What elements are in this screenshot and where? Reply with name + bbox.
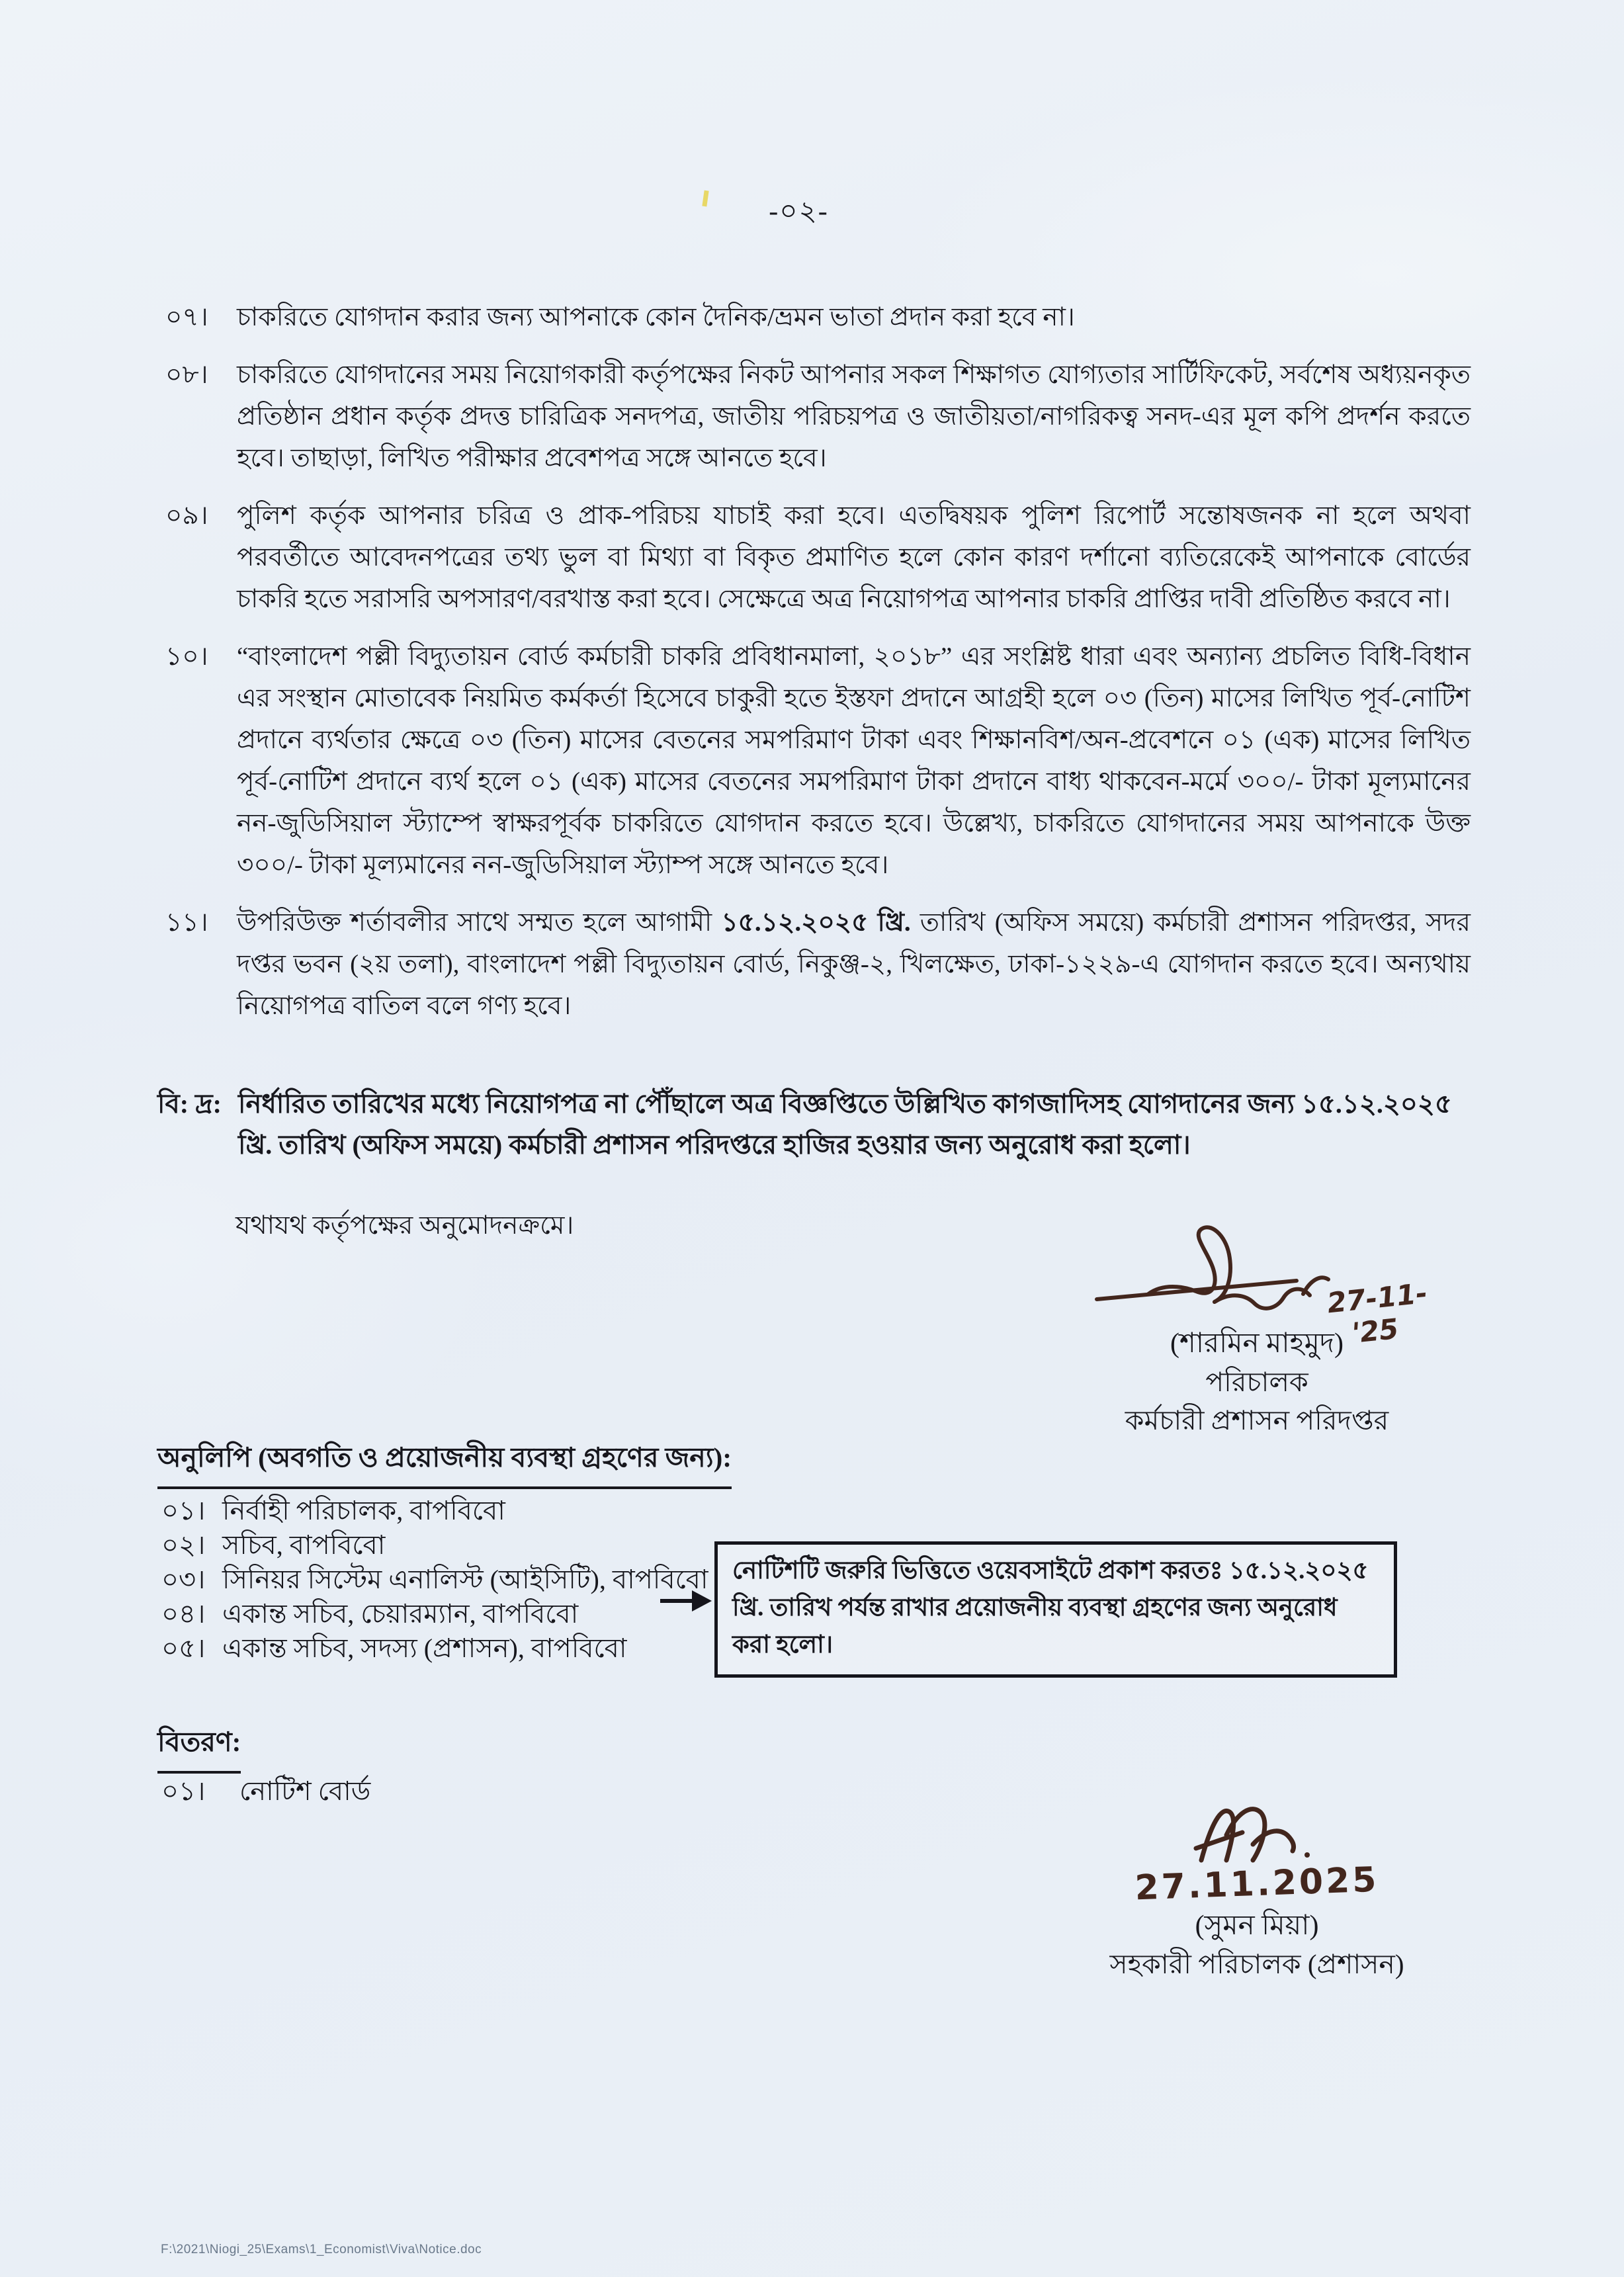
copy-text: নির্বাহী পরিচালক, বাপবিবো bbox=[222, 1496, 505, 1525]
signatory-name: (সুমন মিয়া) bbox=[1195, 1911, 1319, 1941]
copies-heading: অনুলিপি (অবগতি ও প্রয়োজনীয় ব্যবস্থা গ্রহণের জন্য): bbox=[157, 1437, 732, 1489]
copy-item bbox=[161, 1563, 708, 1597]
arrow-head bbox=[692, 1590, 712, 1611]
item-text-after: তারিখ (অফিস সময়ে) কর্মচারী প্রশাসন পরিদপ্তর, সদর দপ্তর ভবন (২য় তলা), বাংলাদেশ পল্লী বিদ্যুতায়ন বোর্ড, নিকুঞ্জ-২, খিলক্ষেত, ঢাকা-১২২৯-এ যোগদান করতে হবে। অন্যথায় নিয়োগপত্র বাতিল বলে গণ্য হবে। bbox=[237, 908, 1471, 1020]
distribution-number: ০১। bbox=[161, 1776, 206, 1806]
list-item bbox=[165, 495, 1471, 620]
approval-line: যথাযথ কর্তৃপক্ষের অনুমোদনক্রমে। bbox=[235, 1211, 574, 1240]
copy-item bbox=[161, 1597, 708, 1631]
copy-text: সচিব, বাপবিবো bbox=[222, 1530, 386, 1560]
copies-list bbox=[161, 1494, 708, 1666]
item-text: “বাংলাদেশ পল্লী বিদ্যুতায়ন বোর্ড কর্মচারী চাকরি প্রবিধানমালা, ২০১৮” এর সংশ্লিষ্ট ধারা এবং অন্যান্য প্রচলিত বিধি-বিধান এর সংস্থান মোতাবেক নিয়মিত কর্মকর্তা হিসেবে চাকুরী হতে ইস্তফা প্রদানে আগ্রহী হলে ০৩ (তিন) মাসের লিখিত পূর্ব-নোটিশ প্রদানে ব্যর্থতার ক্ষেত্রে ০৩ (তিন) মাসের বেতনের সমপরিমাণ টাকা এবং শিক্ষানবিশ/অন-প্রবেশনে ০১ (এক) মাসের লিখিত পূর্ব-নোটিশ প্রদানে ব্যর্থ হলে ০১ (এক) মাসের বেতনের সমপরিমাণ টাকা প্রদানে বাধ্য থাকবেন-মর্মে ৩০০/- টাকা মূল্যমানের নন-জুডিসিয়াল স্ট্যাম্পে স্বাক্ষরপূর্বক চাকরিতে যোগদান করতে হবে। উল্লেখ্য, চাকরিতে যোগদানের সময় আপনাকে উক্ত ৩০০/- টাকা মূল্যমানের নন-জুডিসিয়াল স্ট্যাম্প সঙ্গে আনতে হবে। bbox=[237, 642, 1471, 879]
page-number: -০২- bbox=[769, 196, 829, 227]
special-note bbox=[157, 1084, 1471, 1166]
item-text: পুলিশ কর্তৃক আপনার চরিত্র ও প্রাক-পরিচয় যাচাই করা হবে। এতদ্বিষয়ক পুলিশ রিপোর্ট সন্তোষজনক না হলে অথবা পরবর্তীতে আবেদনপত্রের তথ্য ভুল বা মিথ্যা বা বিকৃত প্রমাণিত হলে কোন কারণ দর্শানো ব্যতিরেকেই আপনাকে বোর্ডের চাকরি হতে সরাসরি অপসারণ/বরখাস্ত করা হবে। সেক্ষেত্রে অত্র নিয়োগপত্র আপনার চাকরি প্রাপ্তির দাবী প্রতিষ্ঠিত করবে না। bbox=[237, 501, 1471, 613]
special-note-text: নির্ধারিত তারিখের মধ্যে নিয়োগপত্র না পৌঁছালে অত্র বিজ্ঞপ্তিতে উল্লিখিত কাগজাদিসহ যোগদানের জন্য ১৫.১২.২০২৫ খ্রি. তারিখ (অফিস সময়ে) কর্মচারী প্রশাসন পরিদপ্তরে হাজির হওয়ার জন্য অনুরোধ করা হলো। bbox=[238, 1089, 1452, 1160]
distribution-item bbox=[161, 1770, 370, 1815]
numbered-conditions-list bbox=[165, 296, 1471, 1043]
copy-text: একান্ত সচিব, চেয়ারম্যান, বাপবিবো bbox=[222, 1599, 579, 1629]
distribution-text: নোটিশ বোর্ড bbox=[239, 1776, 371, 1806]
list-item bbox=[165, 636, 1471, 886]
item-number: ০৯। bbox=[165, 501, 208, 530]
item-text: চাকরিতে যোগদানের সময় নিয়োগকারী কর্তৃপক্ষের নিকট আপনার সকল শিক্ষাগত যোগ্যতার সার্টিফিকেট, সর্বশেষ অধ্যয়নকৃত প্রতিষ্ঠান প্রধান কর্তৃক প্রদত্ত চারিত্রিক সনদপত্র, জাতীয় পরিচয়পত্র ও জাতীয়তা/নাগরিকত্ব সনদ-এর মূল কপি প্রদর্শন করতে হবে। তাছাড়া, লিখিত পরীক্ষার প্রবেশপত্র সঙ্গে আনতে হবে। bbox=[237, 361, 1471, 472]
document-file-path: F:\2021\Niogi_25\Exams\1_Economist\Viva\Notice.doc bbox=[161, 2243, 482, 2256]
copy-number: ০১। bbox=[161, 1496, 206, 1525]
special-note-label: বি: দ্র: bbox=[157, 1089, 222, 1119]
item-number: ০৮। bbox=[165, 361, 208, 389]
signature-block-director bbox=[1072, 1216, 1442, 1439]
handwritten-date: 27.11.2025 bbox=[1134, 1860, 1380, 1909]
signatory-title: সহকারী পরিচালক (প্রশাসন) bbox=[1109, 1949, 1404, 1979]
distribution-heading: বিতরণ: bbox=[157, 1721, 241, 1774]
joining-date: ১৫.১২.২০২৫ খ্রি. bbox=[721, 908, 911, 937]
copy-text: সিনিয়র সিস্টেম এনালিস্ট (আইসিটি), বাপবিবো bbox=[222, 1565, 708, 1594]
signature-block-assistant-director bbox=[1072, 1794, 1442, 1983]
item-number: ০৭। bbox=[165, 303, 208, 331]
signatory-department: কর্মচারী প্রশাসন পরিদপ্তর bbox=[1125, 1405, 1389, 1436]
copy-item bbox=[161, 1528, 708, 1563]
signatory-title: পরিচালক bbox=[1205, 1367, 1308, 1397]
signatory-name: (শারমিন মাহমুদ) bbox=[1170, 1328, 1344, 1359]
arrow-shaft bbox=[660, 1599, 695, 1603]
item-number: ১০। bbox=[165, 642, 208, 671]
list-item bbox=[165, 296, 1471, 338]
copy-number: ০৫। bbox=[161, 1633, 206, 1663]
website-note-box: নোটিশটি জরুরি ভিত্তিতে ওয়েবসাইটে প্রকাশ করতঃ ১৫.১২.২০২৫ খ্রি. তারিখ পর্যন্ত রাখার প্রয়োজনীয় ব্যবস্থা গ্রহণের জন্য অনুরোধ করা হলো। bbox=[714, 1541, 1397, 1678]
handwritten-date: 27-11-'25 bbox=[1326, 1276, 1428, 1350]
copy-item bbox=[161, 1494, 708, 1528]
item-text-before: উপরিউক্ত শর্তাবলীর সাথে সম্মত হলে আগামী bbox=[237, 908, 722, 937]
copy-number: ০২। bbox=[161, 1530, 206, 1560]
item-text bbox=[237, 902, 1471, 1027]
copy-number: ০৩। bbox=[161, 1565, 206, 1594]
copy-text: একান্ত সচিব, সদস্য (প্রশাসন), বাপবিবো bbox=[222, 1633, 627, 1663]
item-number: ১১। bbox=[165, 908, 208, 937]
list-item bbox=[165, 902, 1471, 1027]
item-text: চাকরিতে যোগদান করার জন্য আপনাকে কোন দৈনিক/ভ্রমন ভাতা প্রদান করা হবে না। bbox=[237, 303, 1075, 331]
arrow-right-icon bbox=[660, 1590, 714, 1610]
list-item bbox=[165, 354, 1471, 479]
copy-number: ০৪। bbox=[161, 1599, 206, 1629]
copy-item bbox=[161, 1631, 708, 1666]
